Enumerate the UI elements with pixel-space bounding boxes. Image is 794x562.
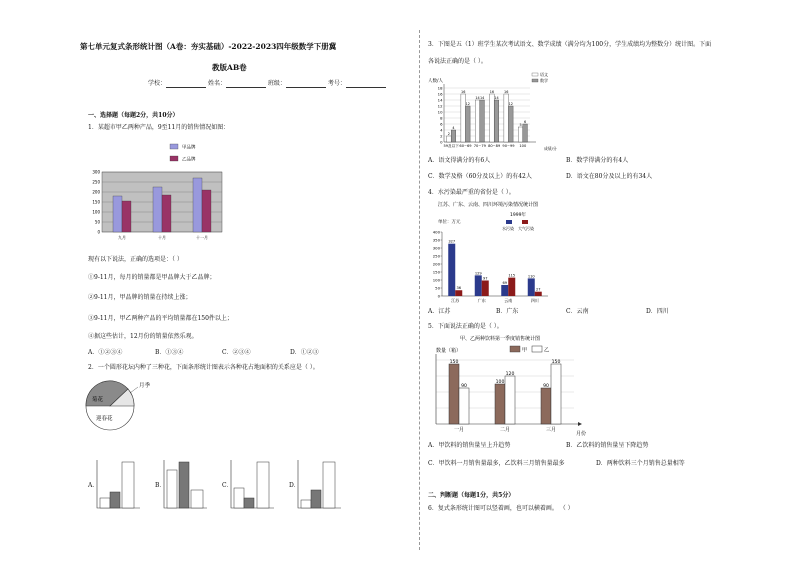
q3-y-ticks [438, 85, 443, 144]
q4-chart-title: 江苏、广东、云南、四川环境污染情况统计图 [438, 202, 539, 208]
q4-ytick: 50 [435, 285, 440, 291]
bar-white [167, 470, 177, 508]
q1-ytick: 100 [92, 209, 100, 215]
q4-data-label: 97 [482, 276, 488, 281]
q1-bar [202, 190, 211, 232]
bar-tall [323, 462, 335, 508]
q3-ytick: 18 [437, 85, 443, 91]
q1-ytick: 300 [92, 169, 100, 175]
section2-heading: 二、判断题（每题1分，共5分） [428, 492, 515, 499]
q3-text-line2: 各说法正确的是（ ）。 [428, 58, 487, 65]
q1-xtick: 九月 [118, 235, 126, 240]
q5-bar [495, 384, 505, 424]
field-class: 班级： [267, 80, 286, 87]
pie-label-yueji: 月季 [139, 383, 151, 389]
class-blank[interactable] [286, 81, 326, 88]
q4-ytick: 100 [432, 277, 440, 283]
q3-data-label: 2 [447, 132, 450, 136]
q4-bar [528, 278, 535, 296]
q5-ylabel: 数量（箱） [436, 348, 462, 354]
q4-data-label: 327 [448, 239, 456, 244]
q5-bar [505, 376, 515, 424]
q1-legend-swatch-jia [170, 144, 178, 149]
bar-white [100, 498, 110, 508]
q5-option-c[interactable]: C．甲饮料一月销售量最多，乙饮料三月销售量最多 [428, 460, 565, 467]
q4-unit: 单位：万元 [438, 220, 461, 225]
bar-short [191, 490, 203, 508]
q4-option-b[interactable]: B．广东 [496, 308, 519, 315]
q4-option-a[interactable]: A．江苏 [428, 308, 451, 315]
q1-bar [193, 178, 202, 232]
q2-option-d-label[interactable]: D． [289, 482, 300, 489]
q4-bar [448, 244, 455, 296]
q3-option-a[interactable]: A．语文得满分的有6人 [428, 157, 491, 164]
q5-data-label: 100 [495, 379, 505, 385]
q1-statement-2: ②9-11月，甲品牌的销量在持续上涨； [88, 294, 192, 301]
q4-year: 1999年 [510, 213, 526, 218]
q4-ytick: 250 [432, 253, 440, 259]
q4-data-label: 129 [474, 271, 482, 276]
q2-option-a-graph[interactable] [96, 460, 141, 510]
bar-white [301, 500, 311, 508]
doc-title-line2: 教版AB卷 [212, 63, 247, 72]
q5-data-label: 120 [505, 371, 515, 377]
bar-grey [179, 462, 189, 508]
q4-ytick: 150 [432, 269, 440, 275]
q3-bar [523, 124, 528, 142]
q3-ytick: 8 [440, 115, 443, 121]
q5-data-label: 150 [449, 359, 459, 365]
q3-x-ticks [443, 143, 526, 148]
q1-option-d[interactable]: D．①②③ [290, 349, 319, 356]
q2-option-b-label[interactable]: B． [155, 482, 166, 489]
q1-bar [153, 187, 162, 232]
q3-data-label: 14 [494, 96, 499, 100]
q4-option-c[interactable]: C．云南 [566, 308, 589, 315]
q4-y-ticks [433, 229, 441, 298]
q3-data-label: 12 [465, 102, 470, 106]
q1-bar [122, 201, 131, 232]
q3-option-d[interactable]: D．语文在80分及以上的有34人 [566, 173, 653, 180]
q1-option-b[interactable]: B．①③④ [155, 349, 184, 356]
q1-xtick: 十一月 [196, 235, 208, 240]
q3-ytick: 6 [440, 121, 443, 127]
q2-option-c-graph[interactable] [230, 460, 275, 510]
q4-data-label: 69 [502, 280, 508, 285]
q5-legend-swatch-yi [532, 346, 542, 352]
q3-bar [451, 130, 456, 142]
q2-option-c-label[interactable]: C． [222, 482, 233, 489]
pie-label-juhua: 菊花 [92, 397, 104, 403]
q3-bar [494, 100, 499, 142]
pie-label-yingchunhua: 迎春花 [96, 416, 113, 422]
q5-text: 5．下面说法正确的是（ ）。 [428, 323, 503, 330]
q3-data-label: 5 [519, 123, 522, 127]
q3-bar [447, 136, 452, 142]
q5-bars [449, 359, 561, 424]
q4-ytick: 300 [432, 245, 440, 251]
q3-xtick: 90~99 [502, 144, 515, 148]
bar-tall [122, 462, 134, 508]
q3-bar [490, 94, 495, 142]
q4-ytick: 200 [432, 261, 440, 267]
bar-grey [311, 490, 321, 508]
q4-bar [535, 292, 542, 296]
q4-xtick: 云南 [504, 298, 513, 303]
q1-statement-3: ③9-11月，甲乙两种产品的平均销量都在150件以上； [88, 315, 233, 322]
q3-xtick: 59及以下 [443, 144, 459, 148]
q1-option-a[interactable]: A．①②③④ [88, 349, 123, 356]
q5-data-label: 90 [543, 383, 549, 389]
q3-xlabel: 成绩/分 [544, 146, 557, 151]
q3-data-label: 12 [508, 102, 513, 106]
q1-ytick: 150 [92, 199, 100, 205]
q4-ytick: 400 [432, 229, 440, 235]
q1-ytick: 0 [97, 229, 100, 235]
q3-ytick: 16 [437, 91, 443, 97]
q1-prompt: 现有以下说法，正确的选项是：（ ） [88, 256, 183, 263]
q5-bar [551, 364, 561, 424]
q5-legend-swatch-jia [510, 346, 520, 352]
q4-bar-chart [426, 199, 566, 303]
q5-chart-title: 甲、乙两种饮料第一季度销售统计图 [460, 336, 541, 342]
q2-flower-bed-pie [82, 376, 162, 436]
q4-legend-swatch-water [506, 220, 512, 224]
q3-ytick: 10 [437, 109, 443, 115]
q3-xtick: 100 [519, 144, 527, 148]
q1-legend-swatch-yi [170, 156, 178, 161]
q3-bars [447, 90, 528, 142]
q3-data-label: 16 [489, 90, 495, 94]
q5-bar [449, 364, 459, 424]
q5-legend-jia: 甲 [522, 347, 528, 354]
q1-xtick: 十月 [158, 235, 166, 240]
q1-legend-yi: 乙品牌 [182, 157, 196, 163]
q4-bar [455, 290, 462, 296]
column-divider [419, 30, 420, 550]
q1-text: 1．某超市甲乙两种产品，9至11月的销售情况如图： [88, 124, 230, 131]
q4-xtick: 四川 [530, 298, 539, 303]
q4-data-label: 27 [535, 287, 541, 292]
q3-bar [466, 106, 471, 142]
q4-bars [448, 240, 542, 296]
q1-bar [113, 196, 122, 232]
q3-ytick: 4 [440, 127, 443, 133]
bar-grey [244, 498, 254, 508]
q5-bar-chart [426, 332, 606, 438]
q4-data-label: 110 [527, 274, 535, 279]
q5-option-a[interactable]: A．甲饮料的销售量呈上升趋势 [428, 442, 511, 449]
q3-ytick: 14 [437, 97, 443, 103]
q5-xlabel: 月份 [576, 431, 587, 437]
school-blank[interactable] [166, 81, 206, 88]
q3-data-label: 6 [524, 120, 527, 124]
q4-bar [508, 278, 515, 296]
q5-xtick: 三月 [545, 427, 557, 433]
q3-ytick: 2 [440, 133, 443, 139]
q4-data-label: 36 [456, 286, 462, 291]
q3-bar [475, 100, 480, 142]
q1-ytick: 200 [92, 189, 100, 195]
q3-legend-yuwen: 语文 [540, 72, 548, 77]
q1-statement-1: ①9-11月，每月的销量都是甲品牌大于乙品牌； [88, 274, 216, 281]
q4-xtick: 广东 [477, 298, 486, 303]
q5-option-d[interactable]: D．两种饮料三个月销售总量相等 [596, 460, 685, 467]
bar-white [234, 488, 244, 508]
q3-legend-swatch-shuxue [532, 79, 538, 82]
q2-option-a-label[interactable]: A． [88, 482, 99, 489]
q4-text: 4．水污染最严重的省份是（ ）。 [428, 189, 515, 196]
q1-y-ticks [92, 169, 100, 234]
q1-statement-4: ④据这些估计，12月份的销量依然乐观。 [88, 333, 198, 340]
q1-x-ticks [118, 234, 208, 240]
q3-data-label: 16 [504, 90, 509, 94]
q4-ytick: 350 [432, 237, 440, 243]
q2-text: 2．一个圆形花坛内种了三种花，下面条形统计图表示各种花占地面积的关系应是（ ）。 [88, 364, 319, 371]
q3-data-label: 4 [452, 126, 455, 130]
q3-data-label: 14 [475, 96, 480, 100]
pie-leader-line [130, 387, 138, 393]
q1-ytick: 50 [94, 219, 100, 225]
q3-legend-swatch-yuwen [532, 73, 538, 76]
q4-option-d[interactable]: D．四川 [646, 308, 669, 315]
q4-bar [482, 280, 489, 296]
q5-xtick: 二月 [499, 427, 511, 433]
q5-x-arrow [578, 422, 582, 426]
q2-option-b-graph[interactable] [163, 460, 208, 510]
q3-xtick: 80~89 [488, 144, 501, 148]
q1-ytick: 250 [92, 179, 100, 185]
q1-bar [162, 195, 171, 232]
q5-data-label: 150 [551, 359, 561, 365]
q3-legend-shuxue: 数学 [540, 78, 548, 83]
q3-text-line1: 3．下图是五（1）班学生某次考试语文、数学成绩（满分均为100分，学生成绩均为整数分）统计图。下面 [428, 41, 712, 48]
q3-data-label: 14 [479, 96, 485, 100]
name-blank[interactable] [226, 81, 266, 88]
field-exam-no: 考号： [327, 80, 346, 87]
exam-no-blank[interactable] [346, 81, 386, 88]
q4-bar [501, 285, 508, 296]
q4-data-label: 115 [508, 273, 516, 278]
q3-ytick: 12 [437, 103, 443, 109]
q5-data-label: 90 [461, 383, 467, 389]
q5-option-b[interactable]: B．乙饮料的销售量呈下降趋势 [566, 442, 649, 449]
q4-ytick: 0 [437, 293, 440, 299]
q4-xtick: 江苏 [451, 298, 460, 303]
q3-option-b[interactable]: B．数学得满分的有4人 [566, 157, 629, 164]
q5-legend-yi: 乙 [544, 347, 550, 354]
q1-bar-chart [88, 142, 238, 246]
bar-grey [110, 492, 120, 508]
q3-xtick: 70~79 [473, 144, 486, 148]
q1-option-c[interactable]: C．②③④ [222, 349, 251, 356]
q3-ylabel: 人数/人 [428, 79, 444, 84]
q5-bar [541, 388, 551, 424]
field-name: 姓名： [207, 80, 226, 87]
q4-x-ticks [451, 297, 539, 303]
q3-data-label: 16 [461, 90, 466, 94]
q3-bar [480, 100, 485, 142]
q5-bar [459, 388, 469, 424]
q3-option-c[interactable]: C．数学及格（60分及以上）的有42人 [428, 173, 532, 180]
q4-bar [475, 275, 482, 296]
q4-legend-air: 大气污染 [518, 226, 534, 231]
section1-heading: 一、选择题（每题2分，共10分） [88, 112, 179, 119]
q2-option-d-graph[interactable] [297, 460, 342, 510]
q5-xtick: 一月 [453, 427, 465, 433]
q3-bar [518, 127, 523, 142]
q4-legend-swatch-air [522, 220, 528, 224]
q3-xtick: 60~69 [459, 144, 472, 148]
student-info-fields [148, 80, 386, 88]
doc-title-line1: 第七单元复式条形统计图（A卷：夯实基础）-2022-2023四年级数学下册冀 [80, 42, 337, 51]
q1-legend-jia: 甲品牌 [182, 145, 196, 151]
q3-bar [509, 106, 514, 142]
field-school: 学校： [148, 80, 167, 87]
q6-text: 6．复式条形统计图可以竖着画，也可以横着画。 （ ） [428, 505, 574, 512]
q3-ytick: 0 [440, 139, 443, 145]
q4-legend-water: 水污染 [502, 226, 514, 231]
q3-bar-chart [426, 70, 566, 154]
bar-tall [257, 462, 269, 508]
q5-x-ticks [454, 426, 556, 433]
